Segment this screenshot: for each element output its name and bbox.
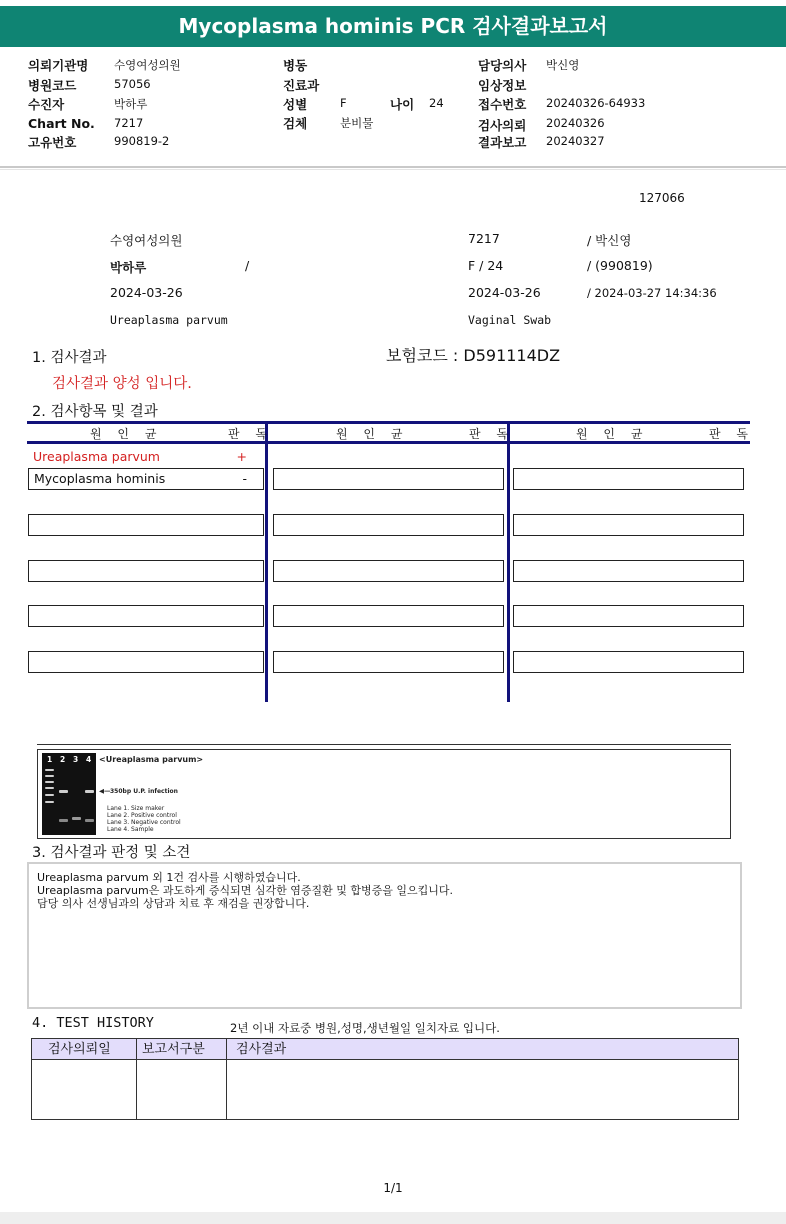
result-row-2-mark: -	[242, 471, 247, 486]
result-row-1-mark: +	[236, 449, 247, 464]
gel-lane-2: 2	[60, 755, 66, 764]
gel-arrow-icon: ◀—	[99, 787, 111, 795]
hospital-code-value: 57056	[114, 77, 151, 91]
body-institution: 수영여성의원	[110, 233, 183, 248]
result-cell-empty	[273, 560, 504, 582]
body-report-time: / 2024-03-27 14:34:36	[587, 286, 717, 300]
result-cell-empty	[513, 560, 744, 582]
col-header-judgment-2: 판 독	[469, 427, 514, 441]
gel-lane-4: 4	[86, 755, 92, 764]
report-title: Mycoplasma hominis PCR 검사결과보고서	[0, 6, 786, 47]
result-cell-empty	[513, 468, 744, 490]
section2-title: 2. 검사항목 및 결과	[32, 404, 158, 420]
opinion-line-2: Ureaplasma parvum은 과도하게 증식되면 심각한 염증질환 및 합병증을 일으킵니다.	[37, 884, 453, 897]
request-label: 검사의뢰	[478, 118, 527, 133]
patient-value: 박하루	[114, 97, 148, 111]
sex-label: 성별	[283, 97, 308, 112]
gel-band	[45, 769, 54, 771]
col-header-organism-1: 원 인 균	[90, 427, 163, 441]
gel-lane-3: 3	[73, 755, 79, 764]
result-cell-empty	[273, 514, 504, 536]
gel-band	[45, 775, 54, 777]
gel-band	[85, 819, 94, 822]
chart-label: Chart No.	[28, 116, 95, 131]
gel-band	[45, 781, 54, 783]
body-date1: 2024-03-26	[110, 285, 183, 300]
hospital-code-label: 병원코드	[28, 78, 77, 93]
dept-label: 진료과	[283, 78, 320, 93]
age-value: 24	[429, 96, 444, 110]
body-patient: 박하루	[110, 260, 147, 275]
section4-title: 4. TEST HISTORY	[32, 1015, 154, 1031]
section1-title: 1. 검사결과	[32, 350, 107, 366]
history-col-divider	[226, 1039, 227, 1119]
header-divider	[0, 166, 786, 168]
gel-legend-2: Lane 2. Positive control	[107, 812, 177, 819]
gel-band	[59, 790, 68, 793]
gel-band	[45, 787, 54, 789]
age-label: 나이	[390, 97, 415, 112]
opinion-box	[27, 862, 742, 1009]
col-header-judgment-3: 판 독	[709, 427, 754, 441]
clinical-label: 임상정보	[478, 78, 527, 93]
history-col-request-date: 검사의뢰일	[48, 1042, 111, 1057]
insurance-code: 보험코드 : D591114DZ	[386, 346, 561, 365]
history-note: 2년 이내 자료중 병원,성명,생년월일 일치자료 입니다.	[230, 1021, 500, 1035]
history-table-header	[32, 1039, 738, 1060]
result-cell-empty	[273, 468, 504, 490]
sex-value: F	[340, 96, 347, 110]
result-summary: 검사결과 양성 입니다.	[52, 376, 192, 392]
body-organism: Ureaplasma parvum	[110, 313, 228, 327]
result-row-1	[27, 446, 264, 468]
gel-arrow-label: 350bp U.P. infection	[110, 788, 178, 795]
doc-number: 127066	[639, 191, 685, 205]
patient-label: 수진자	[28, 97, 65, 112]
body-patient-slash: /	[245, 258, 250, 273]
history-table	[31, 1038, 739, 1120]
request-date: 20240326	[546, 116, 605, 130]
gel-legend-1: Lane 1. Size maker	[107, 805, 165, 812]
column-divider-1	[265, 421, 268, 702]
gel-electrophoresis-image	[42, 753, 96, 835]
body-doctor: / 박신영	[587, 233, 632, 248]
receipt-value: 20240326-64933	[546, 96, 646, 110]
opinion-line-1: Ureaplasma parvum 외 1건 검사를 시행하였습니다.	[37, 871, 301, 884]
result-cell-empty	[273, 651, 504, 673]
table-top-rule	[27, 421, 750, 424]
col-header-organism-2: 원 인 균	[336, 427, 409, 441]
result-cell-empty	[28, 514, 264, 536]
body-date2: 2024-03-26	[468, 285, 541, 300]
result-cell-empty	[28, 605, 264, 627]
gel-band	[59, 819, 68, 822]
gel-legend-4: Lane 4. Sample	[107, 826, 154, 833]
specimen-label: 검체	[283, 116, 308, 131]
report-header	[0, 52, 786, 162]
footer-bar	[0, 1212, 786, 1224]
result-cell-empty	[513, 605, 744, 627]
chart-value: 7217	[114, 116, 144, 130]
section3-title: 3. 검사결과 판정 및 소견	[32, 845, 191, 861]
unique-value: 990819-2	[114, 134, 170, 148]
body-specimen: Vaginal Swab	[468, 313, 552, 327]
history-col-divider	[136, 1039, 137, 1119]
col-header-judgment-1: 판 독	[228, 427, 273, 441]
col-header-organism-3: 원 인 균	[576, 427, 649, 441]
body-birth: / (990819)	[587, 258, 653, 273]
gel-caption: <Ureaplasma parvum>	[99, 755, 204, 764]
gel-top-rule	[37, 744, 731, 745]
column-divider-2	[507, 421, 510, 702]
report-label: 결과보고	[478, 135, 527, 150]
result-cell-empty	[273, 605, 504, 627]
opinion-line-3: 담당 의사 선생님과의 상담과 치료 후 재검을 권장합니다.	[37, 897, 310, 910]
body-chart: 7217	[468, 231, 500, 246]
body-sex-age: F / 24	[468, 258, 504, 273]
gel-lane-1: 1	[47, 755, 53, 764]
doctor-label: 담당의사	[478, 58, 527, 73]
history-col-result: 검사결과	[236, 1042, 287, 1057]
doctor-value: 박신영	[546, 58, 580, 72]
result-cell-empty	[513, 514, 744, 536]
gel-band	[72, 817, 81, 820]
ward-label: 병동	[283, 58, 308, 73]
result-row-1-name: Ureaplasma parvum	[33, 449, 160, 464]
receipt-label: 접수번호	[478, 97, 527, 112]
institution-value: 수영여성의원	[114, 58, 181, 72]
result-cell-empty	[28, 651, 264, 673]
gel-band	[45, 794, 54, 796]
gel-band	[45, 801, 54, 803]
page-number: 1/1	[383, 1181, 403, 1195]
result-row-2	[28, 468, 264, 490]
history-col-report-type: 보고서구분	[142, 1042, 205, 1057]
gel-legend-3: Lane 3. Negative control	[107, 819, 181, 826]
header-divider-shadow	[0, 169, 786, 170]
institution-label: 의뢰기관명	[28, 58, 89, 73]
result-cell-empty	[28, 560, 264, 582]
gel-band	[85, 790, 94, 793]
result-row-2-name: Mycoplasma hominis	[34, 471, 166, 486]
result-cell-empty	[513, 651, 744, 673]
report-date: 20240327	[546, 134, 605, 148]
unique-label: 고유번호	[28, 135, 77, 150]
specimen-value: 분비물	[340, 116, 374, 130]
